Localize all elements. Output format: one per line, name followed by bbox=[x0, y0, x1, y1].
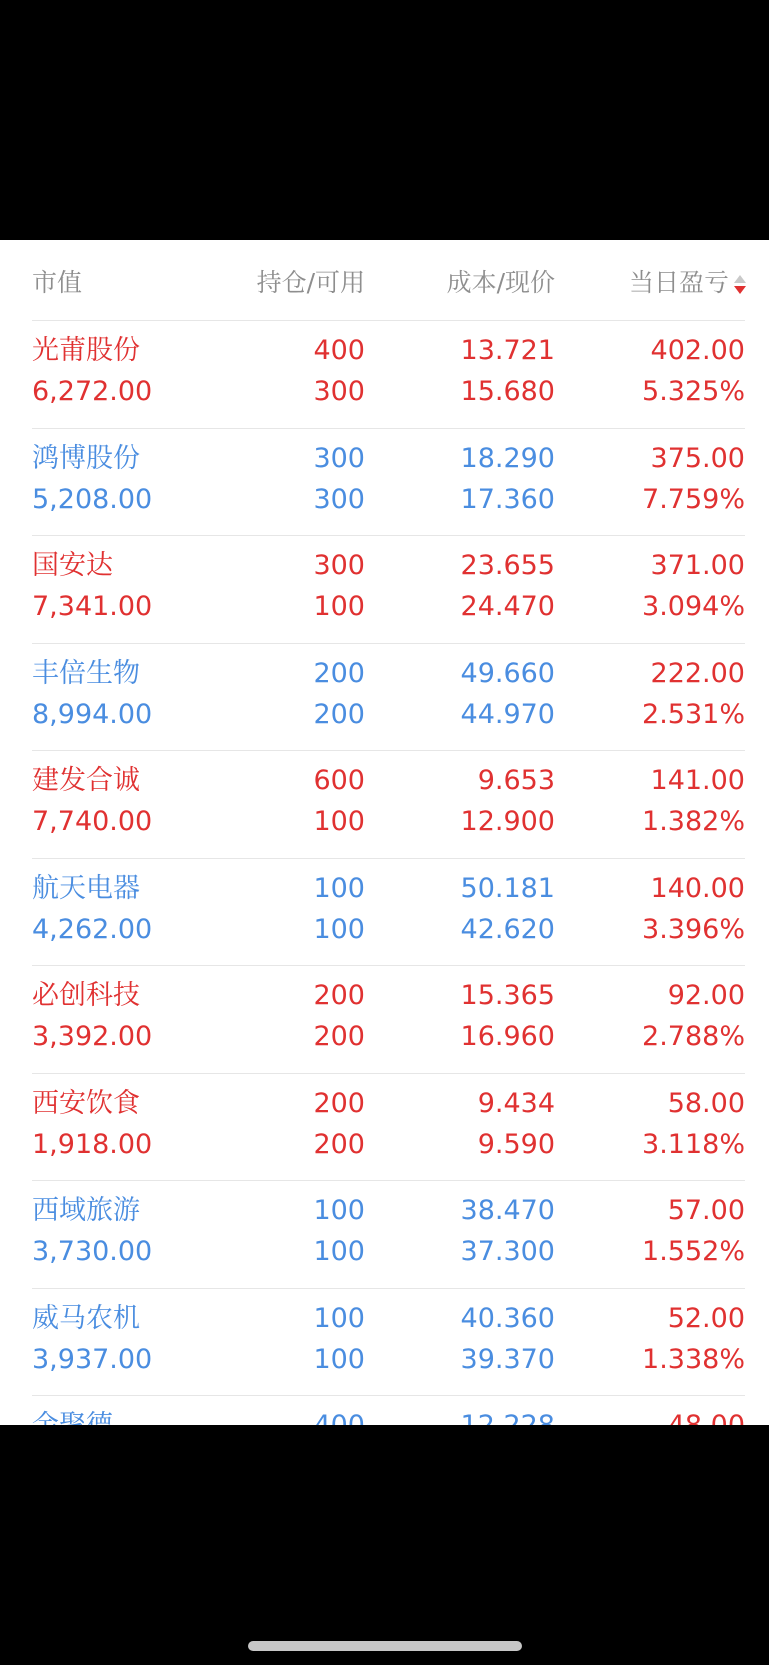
available: 300 bbox=[313, 483, 365, 515]
daily-pnl: 58.00 bbox=[667, 1087, 745, 1119]
available: 100 bbox=[313, 1343, 365, 1375]
daily-pnl: 52.00 bbox=[667, 1302, 745, 1334]
current-price: 39.370 bbox=[460, 1343, 555, 1375]
available: 200 bbox=[313, 698, 365, 730]
position: 100 bbox=[313, 1195, 365, 1226]
daily-pnl-pct: 3.118% bbox=[642, 1128, 745, 1160]
current-price: 15.680 bbox=[460, 376, 555, 407]
daily-pnl: 140.00 bbox=[650, 872, 745, 904]
current-price: 44.970 bbox=[460, 698, 555, 730]
daily-pnl-pct: 3.396% bbox=[642, 913, 745, 945]
daily-pnl-pct: 1.338% bbox=[642, 1343, 745, 1375]
stock-name: 国安达 bbox=[32, 550, 113, 581]
header-position-available[interactable]: 持仓/可用 bbox=[256, 268, 365, 297]
position: 200 bbox=[313, 1087, 365, 1119]
stock-name: 威马农机 bbox=[32, 1302, 140, 1334]
header-cost-price[interactable]: 成本/现价 bbox=[446, 268, 555, 297]
current-price: 37.300 bbox=[460, 1236, 555, 1267]
available: 100 bbox=[313, 591, 365, 622]
daily-pnl-pct: 2.788% bbox=[642, 1021, 745, 1052]
market-value: 6,272.00 bbox=[32, 376, 153, 407]
daily-pnl-pct: 7.759% bbox=[642, 483, 745, 515]
current-price: 17.360 bbox=[460, 483, 555, 515]
home-indicator[interactable] bbox=[248, 1641, 522, 1651]
position: 600 bbox=[313, 765, 365, 796]
cost: 13.721 bbox=[460, 335, 555, 366]
holdings-panel[interactable] bbox=[0, 240, 769, 1425]
daily-pnl-pct: 1.382% bbox=[642, 806, 745, 837]
current-price: 9.590 bbox=[477, 1128, 555, 1160]
header-daily-pnl[interactable]: 当日盈亏 bbox=[628, 268, 729, 297]
daily-pnl: 375.00 bbox=[650, 442, 745, 474]
stock-name: 丰倍生物 bbox=[32, 657, 140, 689]
current-price: 24.470 bbox=[460, 591, 555, 622]
cost: 9.653 bbox=[477, 765, 555, 796]
market-value: 7,740.00 bbox=[32, 806, 153, 837]
bottom-black-area bbox=[0, 1425, 769, 1665]
position: 300 bbox=[313, 550, 365, 581]
stock-name: 西安饮食 bbox=[32, 1087, 140, 1119]
top-black-area bbox=[0, 0, 769, 240]
cost: 9.434 bbox=[477, 1087, 555, 1119]
market-value: 3,730.00 bbox=[32, 1236, 153, 1267]
sort-desc-icon[interactable] bbox=[733, 273, 747, 297]
header-market-value[interactable]: 市值 bbox=[32, 268, 83, 297]
table-row[interactable] bbox=[0, 536, 769, 643]
table-row[interactable] bbox=[0, 1289, 769, 1396]
daily-pnl: 141.00 bbox=[650, 765, 745, 796]
market-value: 5,208.00 bbox=[32, 483, 153, 515]
daily-pnl-pct: 1.552% bbox=[642, 1236, 745, 1267]
table-row[interactable] bbox=[0, 751, 769, 858]
cost: 15.365 bbox=[460, 980, 555, 1011]
cost: 18.290 bbox=[460, 442, 555, 474]
available: 100 bbox=[313, 806, 365, 837]
table-row[interactable] bbox=[0, 859, 769, 966]
table-header bbox=[0, 240, 769, 320]
daily-pnl-pct: 5.325% bbox=[642, 376, 745, 407]
table-row[interactable] bbox=[0, 1074, 769, 1181]
stock-name: 必创科技 bbox=[32, 980, 140, 1011]
daily-pnl: 371.00 bbox=[650, 550, 745, 581]
daily-pnl: 222.00 bbox=[650, 657, 745, 689]
table-row[interactable] bbox=[0, 1181, 769, 1288]
stock-name: 光莆股份 bbox=[32, 335, 140, 366]
market-value: 3,392.00 bbox=[32, 1021, 153, 1052]
cost: 23.655 bbox=[460, 550, 555, 581]
position: 100 bbox=[313, 872, 365, 904]
cost: 40.360 bbox=[460, 1302, 555, 1334]
available: 100 bbox=[313, 913, 365, 945]
position: 300 bbox=[313, 442, 365, 474]
daily-pnl: 402.00 bbox=[650, 335, 745, 366]
position: 400 bbox=[313, 335, 365, 366]
table-row[interactable] bbox=[0, 966, 769, 1073]
market-value: 4,262.00 bbox=[32, 913, 153, 945]
market-value: 1,918.00 bbox=[32, 1128, 153, 1160]
stock-name: 航天电器 bbox=[32, 872, 140, 904]
current-price: 12.900 bbox=[460, 806, 555, 837]
position: 200 bbox=[313, 657, 365, 689]
table-row[interactable] bbox=[0, 429, 769, 536]
cost: 38.470 bbox=[460, 1195, 555, 1226]
cost: 50.181 bbox=[460, 872, 555, 904]
current-price: 16.960 bbox=[460, 1021, 555, 1052]
position: 200 bbox=[313, 980, 365, 1011]
stock-name: 西域旅游 bbox=[32, 1195, 140, 1226]
available: 300 bbox=[313, 376, 365, 407]
available: 200 bbox=[313, 1021, 365, 1052]
position: 100 bbox=[313, 1302, 365, 1334]
market-value: 7,341.00 bbox=[32, 591, 153, 622]
current-price: 42.620 bbox=[460, 913, 555, 945]
cost: 49.660 bbox=[460, 657, 555, 689]
market-value: 8,994.00 bbox=[32, 698, 153, 730]
stock-name: 建发合诚 bbox=[32, 765, 140, 796]
daily-pnl: 57.00 bbox=[667, 1195, 745, 1226]
market-value: 3,937.00 bbox=[32, 1343, 153, 1375]
stock-name: 鸿博股份 bbox=[32, 442, 140, 474]
table-row[interactable] bbox=[0, 644, 769, 751]
available: 200 bbox=[313, 1128, 365, 1160]
table-row[interactable] bbox=[0, 321, 769, 428]
available: 100 bbox=[313, 1236, 365, 1267]
daily-pnl-pct: 2.531% bbox=[642, 698, 745, 730]
daily-pnl-pct: 3.094% bbox=[642, 591, 745, 622]
daily-pnl: 92.00 bbox=[667, 980, 745, 1011]
